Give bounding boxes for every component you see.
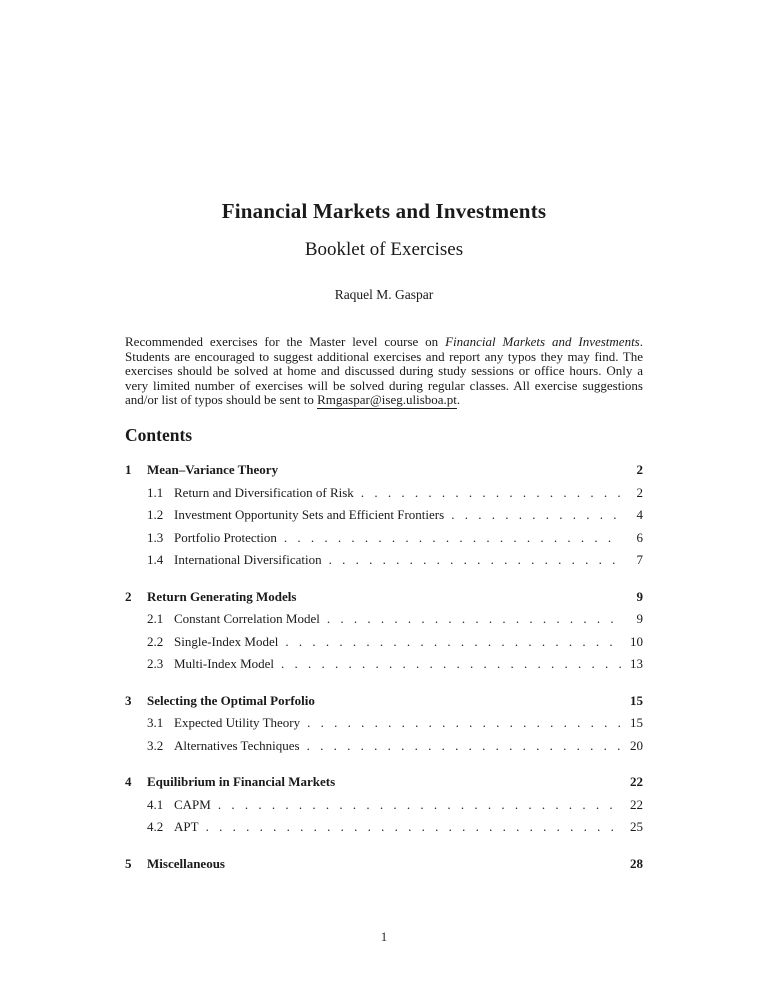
toc-row [125, 507, 643, 530]
toc-entry-number: 1 [125, 462, 132, 477]
toc-entry-page: 15 [630, 692, 643, 708]
dot-leader [285, 634, 622, 650]
toc-entry-number: 3.1 [147, 715, 164, 730]
toc-entry-page: 25 [630, 819, 643, 834]
dot-leader [327, 611, 622, 627]
toc-entry-page: 4 [636, 507, 643, 522]
toc-row [125, 856, 643, 879]
toc-entry-title: Return and Diversification of Risk [174, 484, 354, 500]
toc-entry-page: 9 [636, 588, 643, 604]
toc-row [125, 693, 643, 716]
toc-row [125, 715, 643, 738]
dot-leader [307, 738, 622, 754]
toc-entry-number: 2 [125, 588, 132, 604]
toc-row [125, 774, 643, 797]
toc-row [125, 589, 643, 612]
dot-leader [284, 530, 622, 546]
toc-entry-number: 5 [125, 855, 132, 871]
toc-entry-number: 1.3 [147, 529, 164, 545]
dot-leader [281, 656, 622, 672]
toc-entry-number: 3.2 [147, 737, 164, 753]
contents-heading: Contents [125, 425, 193, 445]
toc-row [125, 738, 643, 761]
toc-entry-title: Selecting the Optimal Porfolio [147, 692, 315, 708]
toc-entry-number: 2.1 [147, 611, 164, 626]
toc-entry-number: 2.3 [147, 656, 164, 671]
toc-entry-number: 1.2 [147, 507, 164, 522]
toc-entry-page: 20 [630, 737, 643, 753]
toc-entry-title: Alternatives Techniques [174, 737, 300, 753]
toc-entry-title: CAPM [174, 796, 211, 812]
intro-paragraph [125, 335, 643, 408]
dot-leader [451, 507, 622, 523]
toc-entry-page: 28 [630, 855, 643, 871]
toc-entry-page: 9 [636, 611, 643, 626]
toc-entry-number: 1.1 [147, 484, 164, 500]
toc-entry-title: Return Generating Models [147, 588, 297, 604]
toc-entry-title: Investment Opportunity Sets and Efficient Frontiers [174, 507, 445, 522]
document-subtitle: Booklet of Exercises [304, 239, 464, 260]
toc-entry-title: Constant Correlation Model [174, 611, 320, 626]
email-link[interactable]: Rmgaspar@iseg.ulisboa.pt [317, 392, 457, 408]
toc-entry-title: Equilibrium in Financial Markets [147, 774, 336, 789]
intro-text-end: . [456, 392, 461, 408]
toc-row [125, 611, 643, 634]
toc-entry-page: 7 [636, 552, 643, 567]
toc-row [125, 530, 643, 553]
document-title: Financial Markets and Investments [221, 199, 547, 223]
toc-row [125, 634, 643, 657]
toc-entry-number: 1.4 [147, 552, 164, 567]
table-of-contents [125, 462, 643, 878]
intro-text-body: . Students are encouraged to suggest additional exercises and report any typos they may find. The exercises should be solved at home and discussed during study sessions or office hours. Only a very limited number of exercises will be solved during regular classes. All exercise suggestions and/or list of typos should be sent to [125, 334, 643, 408]
toc-entry-page: 6 [636, 529, 643, 545]
toc-row [125, 797, 643, 820]
dot-leader [361, 485, 622, 501]
toc-entry-title: Multi-Index Model [174, 656, 275, 671]
intro-text-lead: Recommended exercises for the Master level course on [125, 334, 446, 349]
toc-entry-page: 2 [636, 484, 643, 500]
toc-entry-number: 3 [125, 692, 132, 708]
toc-entry-page: 15 [630, 715, 643, 730]
toc-entry-number: 4.2 [147, 819, 164, 834]
dot-leader [307, 715, 622, 731]
toc-entry-title: Single-Index Model [174, 633, 279, 649]
toc-entry-title: APT [174, 819, 199, 834]
dot-leader [206, 819, 622, 835]
toc-entry-page: 22 [630, 796, 643, 812]
toc-entry-number: 4 [125, 774, 132, 789]
toc-entry-title: Portfolio Protection [174, 529, 277, 545]
toc-row [125, 656, 643, 679]
toc-entry-title: Mean–Variance Theory [147, 462, 279, 477]
author-name: Raquel M. Gaspar [334, 287, 434, 302]
toc-row [125, 462, 643, 485]
course-name-italic: Financial Markets and Investments [445, 334, 640, 349]
toc-entry-title: Expected Utility Theory [174, 715, 301, 730]
toc-row [125, 819, 643, 842]
toc-entry-title: International Diversification [174, 552, 322, 567]
page-number: 1 [380, 929, 388, 944]
toc-entry-page: 13 [630, 656, 643, 671]
dot-leader [329, 552, 622, 568]
toc-entry-number: 2.2 [147, 633, 164, 649]
toc-entry-page: 10 [630, 633, 643, 649]
toc-row [125, 485, 643, 508]
toc-entry-title: Miscellaneous [147, 855, 225, 871]
toc-entry-number: 4.1 [147, 796, 164, 812]
toc-entry-page: 2 [636, 462, 643, 477]
toc-row [125, 552, 643, 575]
toc-entry-page: 22 [630, 774, 643, 789]
dot-leader [218, 797, 622, 813]
